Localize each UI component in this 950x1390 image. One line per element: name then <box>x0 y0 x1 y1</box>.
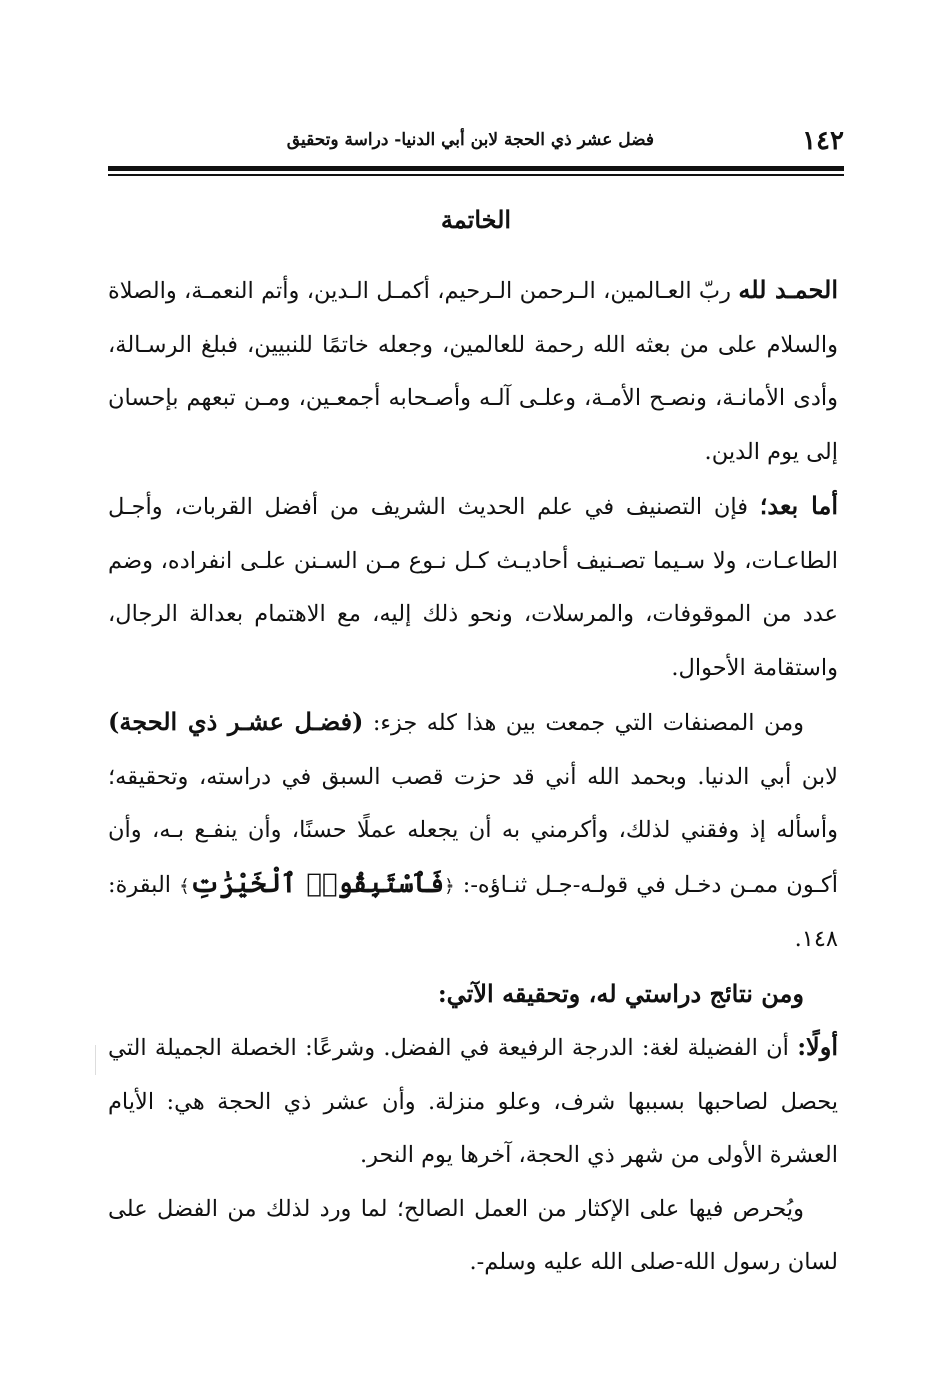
paragraph-text: أن الفضيلة لغة: الدرجة الرفيعة في الفضل. وشرعًا: الخصلة الجميلة التي يحصل لصاحبها بسببها شرف، وعلو منزلة. وأن عشر ذي الحجة هي: الأيام العشرة الأولى من شهر ذي الحجة، آخرها يوم النحر. <box>108 1035 838 1168</box>
paragraph-lead: أولًا: <box>797 1032 838 1061</box>
paragraph-lead: أما بعد؛ <box>759 491 838 520</box>
paragraph-intro <box>108 479 838 695</box>
section-title: الخاتمة <box>440 205 512 234</box>
paragraph-good-deeds: ويُحرص فيها على الإكثار من العمل الصالح؛ لما ورد لذلك من الفضل على لسان رسول الله-صلى الله عليه وسلم-. <box>108 1195 838 1275</box>
paragraph-lead: الحمـد لله <box>738 275 838 304</box>
paragraph-text: ربّ العـالمين، الـرحمن الـرحيم، أكمـل الـدين، وأتم النعمـة، والصلاة والسلام على من بعثه الله رحمة للعالمين، وجعله خاتمًا للنبيين، فبلغ الرسـالة، وأدى الأمانـة، ونصـح الأمـة، وعلـى آلـه وأصـحابه أجمعـين، ومـن تبعهم بإحسان إلى يوم الدين. <box>108 278 838 465</box>
header-rule-thick <box>108 166 844 171</box>
paragraph-text: فإن التصنيف في علم الحديث الشريف من أفضل القربات، وأجـل الطاعـات، ولا سـيما تصـنيف أحاديـث كـل نـوع مـن السـنن علـى انفراده، وضم عدد من الموقوفات، والمرسلات، ونحو ذلك إليه، مع الاهتمام بعدالة الرجال، واستقامة الأحوال. <box>108 494 838 681</box>
paragraph-praise <box>108 263 838 479</box>
paragraph-text: لابن أبي الدنيا. وبحمد الله أني قد حزت قصب السبق في دراسته، وتحقيقه؛ وأسأله إذ وفقني لذلك، وأكرمني به أن يجعله عملًا حسنًا، وأن ينفـع بـه، وأن أكـون ممـن دخـل في قولـه-جـل ثنـاؤه-: <box>108 763 838 898</box>
quran-verse: فَٱسْتَبِقُوا۟ ٱلْخَيْرَٰتِ <box>189 868 445 899</box>
quran-bracket-open: ﴿ <box>444 875 455 897</box>
scan-edge-mark <box>95 1045 96 1075</box>
running-title: فضل عشر ذي الحجة لابن أبي الدنيا- دراسة وتحقيق <box>286 130 654 150</box>
running-header <box>108 120 844 162</box>
verse-citation: البقرة: ١٤٨. <box>108 871 838 952</box>
results-subheading: ومن نتائج دراستي له، وتحقيقه الآتي: <box>437 978 804 1008</box>
body-text <box>108 263 838 1290</box>
paragraph-text: ومن المصنفات التي جمعت بين هذا كله جزء: <box>363 710 805 736</box>
paragraph-first-result <box>108 1020 838 1183</box>
page-number: ١٤٢ <box>802 126 844 156</box>
header-rule-thin <box>108 174 844 176</box>
paragraph-book <box>108 695 838 967</box>
book-title: (فضـل عشـر ذي الحجة) <box>108 707 364 736</box>
quran-bracket-close: ﴾ <box>179 875 190 897</box>
